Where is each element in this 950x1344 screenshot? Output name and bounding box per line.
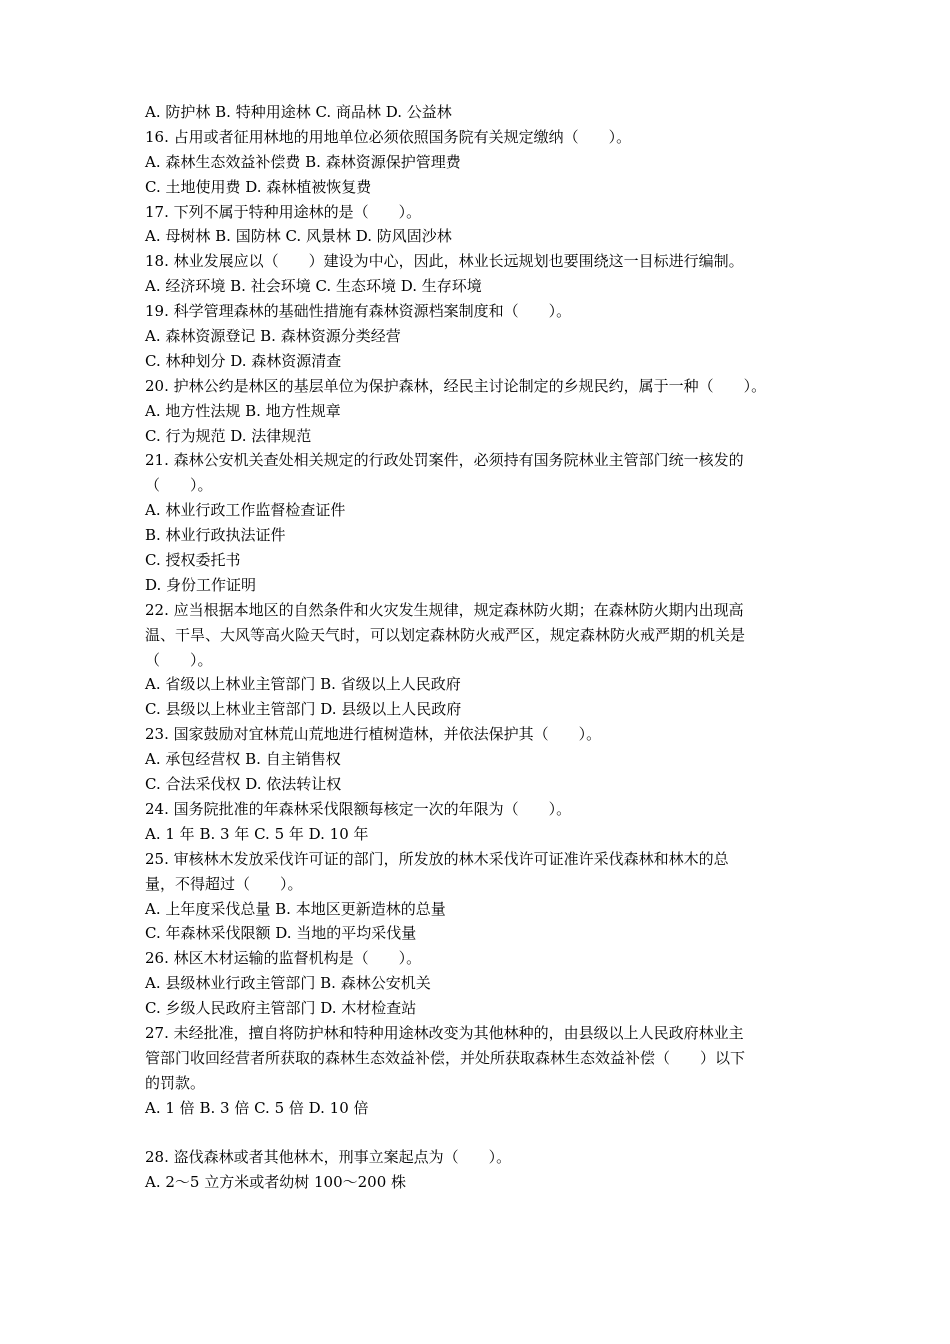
- text-line: A. 上年度采伐总量 B. 本地区更新造林的总量: [145, 899, 446, 918]
- text-line: A. 承包经营权 B. 自主销售权: [145, 750, 341, 769]
- text-line: 量，不得超过（ ）。: [145, 874, 303, 893]
- text-line: C. 合法采伐权 D. 依法转让权: [145, 775, 342, 794]
- text-line: 16. 占用或者征用林地的用地单位必须依照国务院有关规定缴纳（ ）。: [145, 127, 632, 146]
- text-line: A. 1 年 B. 3 年 C. 5 年 D. 10 年: [145, 824, 369, 843]
- text-line: C. 土地使用费 D. 森林植被恢复费: [145, 177, 372, 196]
- text-line: 20. 护林公约是林区的基层单位为保护森林，经民主讨论制定的乡规民约，属于一种（ ）。: [145, 376, 767, 395]
- text-line: A. 2～5 立方米或者幼树 100～200 株: [145, 1173, 407, 1192]
- text-line: A. 防护林 B. 特种用途林 C. 商品林 D. 公益林: [145, 103, 452, 121]
- text-line: A. 母树林 B. 国防林 C. 风景林 D. 防风固沙林: [145, 227, 452, 246]
- text-line: 25. 审核林木发放采伐许可证的部门，所发放的林木采伐许可证准许采伐森林和林木的总: [145, 849, 729, 868]
- document-page: [145, 100, 825, 1195]
- text-line: （ ）。: [145, 650, 213, 669]
- text-line: C. 乡级人民政府主管部门 D. 木材检查站: [145, 999, 417, 1018]
- text-line: 17. 下列不属于特种用途林的是（ ）。: [145, 202, 422, 221]
- text-line: C. 年森林采伐限额 D. 当地的平均采伐量: [145, 924, 417, 943]
- text-line: 27. 未经批准，擅自将防护林和特种用途林改变为其他林种的，由县级以上人民政府林业主: [145, 1023, 744, 1042]
- text-line: 19. 科学管理森林的基础性措施有森林资源档案制度和（ ）。: [145, 302, 572, 321]
- text-line: C. 林种划分 D. 森林资源清查: [145, 351, 342, 370]
- text-line: 24. 国务院批准的年森林采伐限额每核定一次的年限为（ ）。: [145, 799, 572, 818]
- text-line: 22. 应当根据本地区的自然条件和火灾发生规律，规定森林防火期；在森林防火期内出现高: [145, 600, 744, 619]
- text-line: A. 省级以上林业主管部门 B. 省级以上人民政府: [145, 675, 461, 694]
- text-line: 23. 国家鼓励对宜林荒山荒地进行植树造林，并依法保护其（ ）。: [145, 725, 602, 744]
- text-line: A. 地方性法规 B. 地方性规章: [145, 401, 341, 420]
- text-line: 管部门收回经营者所获取的森林生态效益补偿，并处所获取森林生态效益补偿（ ）以下: [145, 1048, 746, 1067]
- text-line: D. 身份工作证明: [145, 575, 257, 594]
- text-line: 的罚款。: [145, 1073, 206, 1092]
- text-line: B. 林业行政执法证件: [145, 526, 286, 545]
- text-line: C. 县级以上林业主管部门 D. 县级以上人民政府: [145, 700, 462, 719]
- blank-line: [145, 1121, 825, 1146]
- text-line: 18. 林业发展应以（ ）建设为中心，因此，林业长远规划也要围绕这一目标进行编制。: [145, 252, 744, 271]
- text-line: 28. 盗伐森林或者其他林木，刑事立案起点为（ ）。: [145, 1148, 512, 1167]
- text-line: A. 森林资源登记 B. 森林资源分类经营: [145, 327, 401, 346]
- text-line: C. 授权委托书: [145, 551, 241, 570]
- text-line: A. 森林生态效益补偿费 B. 森林资源保护管理费: [145, 152, 461, 171]
- text-line: A. 县级林业行政主管部门 B. 森林公安机关: [145, 974, 431, 993]
- text-line: A. 林业行政工作监督检查证件: [145, 501, 346, 520]
- text-line: 温、干旱、大风等高火险天气时，可以划定森林防火戒严区，规定森林防火戒严期的机关是: [145, 625, 746, 644]
- text-line: 26. 林区木材运输的监督机构是（ ）。: [145, 949, 422, 968]
- text-line: 21. 森林公安机关查处相关规定的行政处罚案件，必须持有国务院林业主管部门统一核发的: [145, 451, 744, 470]
- text-line: （ ）。: [145, 476, 213, 495]
- text-line: A. 经济环境 B. 社会环境 C. 生态环境 D. 生存环境: [145, 277, 482, 296]
- text-line: A. 1 倍 B. 3 倍 C. 5 倍 D. 10 倍: [145, 1098, 369, 1117]
- text-line: C. 行为规范 D. 法律规范: [145, 426, 312, 445]
